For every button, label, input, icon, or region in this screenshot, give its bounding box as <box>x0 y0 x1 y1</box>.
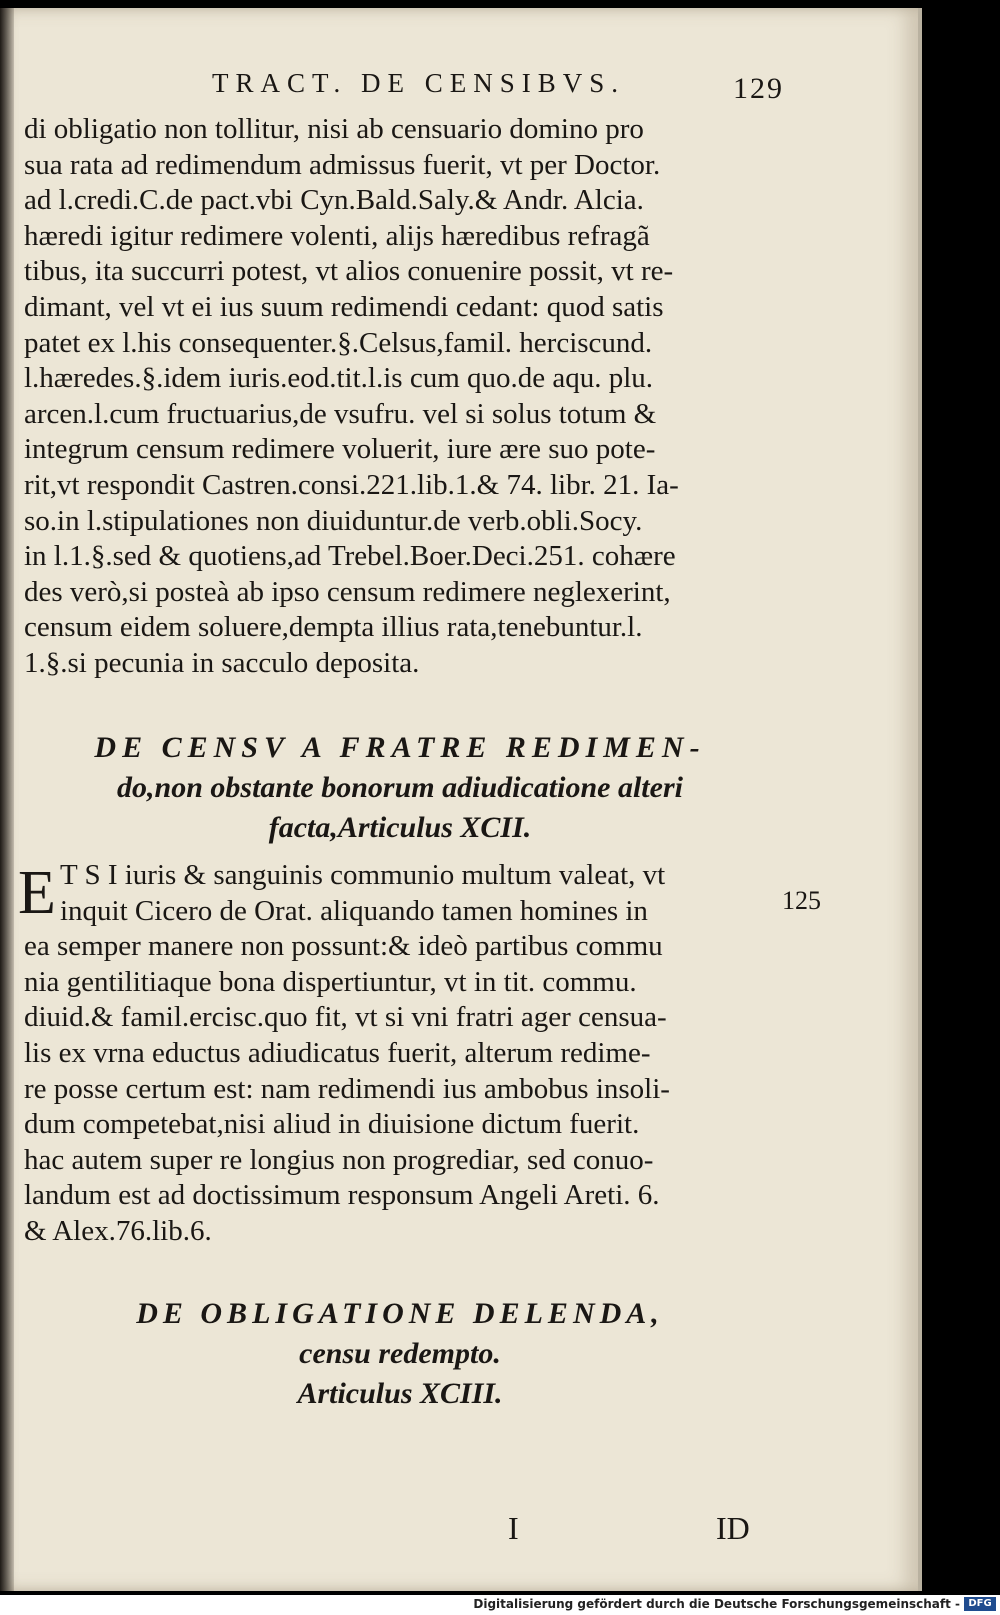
margin-note-number: 125 <box>782 886 821 915</box>
text-line: censum eidem soluere,dempta illius rata,tenebuntur.l. <box>24 611 643 644</box>
text-line: in l.1.§.sed & quotiens,ad Trebel.Boer.Deci.251. cohære <box>24 540 676 573</box>
text-line: hac autem super re longius non progrediar, sed conuo- <box>24 1143 654 1176</box>
text-line: nia gentilitiaque bona dispertiuntur, vt in tit. commu. <box>24 965 637 998</box>
article-heading-93 <box>30 1294 770 1414</box>
spine-shadow <box>0 8 14 1591</box>
text-line: arcen.l.cum fructuarius,de vsufru. vel si solus totum & <box>24 397 657 430</box>
text-line: T S I iuris & sanguinis communio multum valeat, vt <box>60 859 666 891</box>
text-line: tibus, ita succurri potest, vt alios conuenire possit, vt re- <box>24 255 674 288</box>
text-line: sua rata ad redimendum admissus fuerit, vt per Doctor. <box>24 148 661 181</box>
text-line: inquit Cicero de Orat. aliquando tamen homines in <box>60 894 648 927</box>
footer-credit: Digitalisierung gefördert durch die Deutsche Forschungsgemeinschaft - <box>473 1597 960 1611</box>
text-line: integrum censum redimere voluerit, iure ære suo pote- <box>24 433 656 466</box>
text-line: patet ex l.his consequenter.§.Celsus,famil. herciscund. <box>24 326 653 359</box>
paragraph-1 <box>24 112 794 682</box>
dfg-logo[interactable]: DFG <box>964 1597 996 1611</box>
drop-cap: E <box>18 859 56 927</box>
text-line: dum competebat,nisi aliud in diuisione dictum fuerit. <box>24 1108 640 1141</box>
text-line: 1.§.si pecunia in sacculo deposita. <box>24 646 420 679</box>
heading-line: censu redempto. <box>299 1337 501 1370</box>
text-line: des verò,si posteà ab ipso censum redimere neglexerint, <box>24 575 671 608</box>
text-line: rit,vt respondit Castren.consi.221.lib.1.& 74. libr. 21. Ia- <box>24 468 679 501</box>
text-line: hæredi igitur redimere volenti, alijs hæredibus refragã <box>24 219 650 252</box>
paragraph-2 <box>24 858 794 1250</box>
signature-mark: I <box>508 1510 519 1546</box>
running-head: TRACT. DE CENSIBVS. <box>212 68 626 98</box>
heading-line: DE OBLIGATIONE DELENDA, <box>136 1297 664 1330</box>
text-line: landum est ad doctissimum responsum Angeli Areti. 6. <box>24 1179 660 1212</box>
text-line: & Alex.76.lib.6. <box>24 1214 212 1247</box>
text-line: re posse certum est: nam redimendi ius ambobus insoli- <box>24 1072 670 1105</box>
text-line: dimant, vel vt ei ius suum redimendi cedant: quod satis <box>24 290 664 323</box>
text-line: lis ex vrna eductus adiudicatus fuerit, alterum redime- <box>24 1036 651 1069</box>
folio-number: 129 <box>733 72 784 105</box>
text-line: ad l.credi.C.de pact.vbi Cyn.Bald.Saly.& Andr. Alcia. <box>24 184 644 217</box>
text-line: diuid.& famil.ercisc.quo fit, vt si vni fratri ager censua- <box>24 1001 667 1034</box>
heading-line: do,non obstante bonorum adiudicatione alteri <box>117 771 683 804</box>
heading-line: Articulus XCIII. <box>297 1377 503 1410</box>
text-line: l.hæredes.§.idem iuris.eod.tit.l.is cum quo.de aqu. plu. <box>24 362 654 395</box>
article-heading-92 <box>30 728 770 848</box>
text-line: ea semper manere non possunt:& ideò partibus commu <box>24 930 663 963</box>
text-line: di obligatio non tollitur, nisi ab censuario domino pro <box>24 113 644 145</box>
heading-line: DE CENSV A FRATRE REDIMEN- <box>94 731 706 764</box>
heading-line: facta,Articulus XCII. <box>268 811 532 844</box>
text-line: so.in l.stipulationes non diuiduntur.de verb.obli.Socy. <box>24 504 643 537</box>
catchword: ID <box>716 1510 750 1546</box>
